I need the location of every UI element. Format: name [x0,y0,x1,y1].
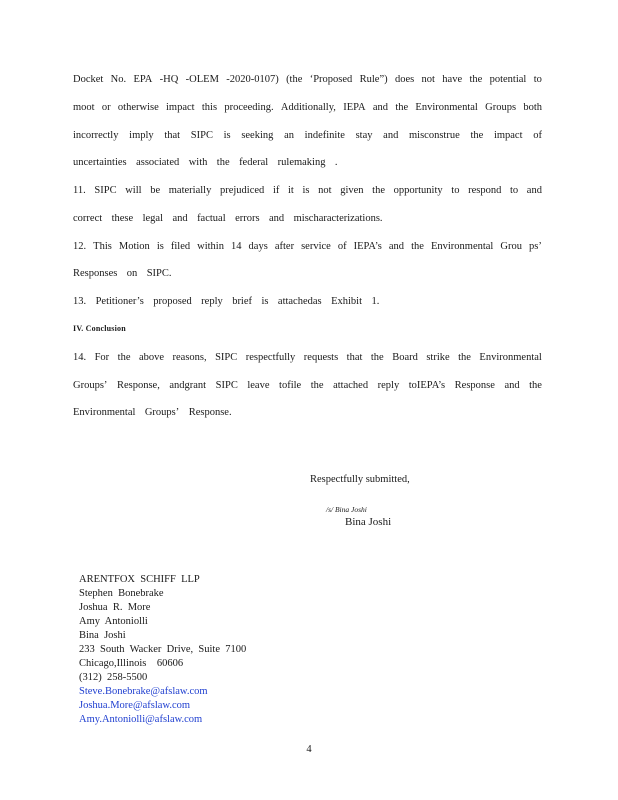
attorney-name: Bina Joshi [79,630,126,641]
email-link[interactable]: Joshua.More@afslaw.com [79,700,191,711]
city-state-zip: Chicago,Illinois 60606 [79,658,184,669]
paragraph-line: correct these legal and factual errors and mischaracterizations. [73,213,383,224]
attorney-name: Amy Antoniolli [79,616,148,627]
paragraph-line: Responses on SIPC. [73,268,172,279]
address-block [79,573,246,727]
email-link[interactable]: Steve.Bonebrake@afslaw.com [79,686,208,697]
phone-number: (312) 258-5500 [79,672,148,683]
firm-name: ARENTFOX SCHIFF LLP [79,574,200,585]
attorney-name: Stephen Bonebrake [79,588,164,599]
email-link[interactable]: Amy.Antoniolli@afslaw.com [79,714,203,725]
section-heading: IV. Conclusion [73,324,126,333]
paragraph-line: 11. SIPC will be materially prejudiced if it is not given the opportunity to respond to and [73,185,542,196]
paragraph-line: 14. For the above reasons, SIPC respectfully requests that the Board strike the Environmental [73,352,542,363]
paragraph-line: uncertainties associated with the federal rulemaking . [73,157,338,168]
paragraph-line: Environmental Groups’ Response. [73,407,232,418]
signer-name: Bina Joshi [345,516,392,528]
electronic-signature: /s/ Bina Joshi [326,505,367,514]
paragraph-line: 12. This Motion is filed within 14 days after service of IEPA’s and the Environmental Grou ps’ [73,241,542,252]
street-address: 233 South Wacker Drive, Suite 7100 [79,644,247,655]
signature-closing: Respectfully submitted, [310,474,410,485]
paragraph-line: Groups’ Response, andgrant SIPC leave tofile the attached reply toIEPA’s Response and the [73,380,542,391]
paragraph-line: 13. Petitioner’s proposed reply brief is attachedas Exhibit 1. [73,296,380,307]
page-number: 4 [306,744,312,755]
attorney-name: Joshua R. More [79,602,151,613]
paragraph-line: incorrectly imply that SIPC is seeking an indefinite stay and misconstrue the impact of [73,130,542,141]
paragraph-line: moot or otherwise impact this proceeding. Additionally, IEPA and the Environmental Groups both [73,102,542,113]
paragraph-line: Docket No. EPA -HQ -OLEM -2020-0107) (the ‘Proposed Rule”) does not have the potential to [73,74,542,85]
